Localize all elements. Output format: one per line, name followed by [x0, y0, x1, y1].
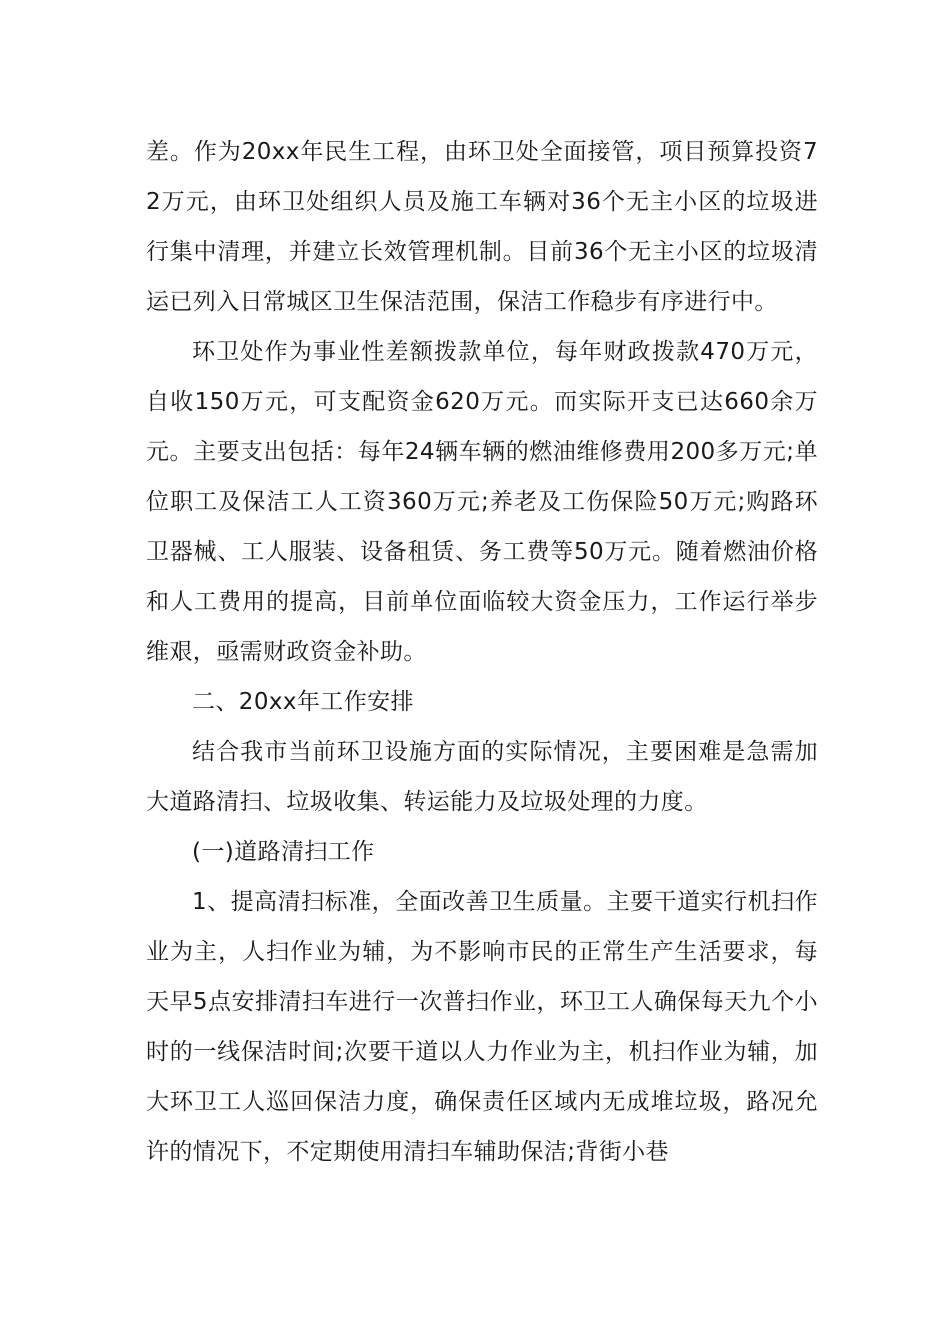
paragraph-cleaning-standards: 1、提高清扫标准，全面改善卫生质量。主要干道实行机扫作业为主，人扫作业为辅，为不影响市民的正常生产生活要求，每天早5点安排清扫车进行一次普扫作业，环卫工人确保每天九个小时的一线保洁时间;次要干道以人力作业为主，机扫作业为辅，加大环卫工人巡回保洁力度，确保责任区域内无成堆垃圾，路况允许的情况下，不定期使用清扫车辅助保洁;背街小巷 — [146, 889, 818, 1165]
paragraph-continuation: 差。作为20xx年民生工程，由环卫处全面接管，项目预算投资72万元，由环卫处组织人员及施工车辆对36个无主小区的垃圾进行集中清理，并建立长效管理机制。目前36个无主小区的垃圾清运已列入日常城区卫生保洁范围，保洁工作稳步有序进行中。 — [146, 139, 818, 315]
paragraph-funding: 环卫处作为事业性差额拨款单位，每年财政拨款470万元，自收150万元，可支配资金620万元。而实际开支已达660余万元。主要支出包括：每年24辆车辆的燃油维修费用200多万元;单位职工及保洁工人工资360万元;养老及工伤保险50万元;购路环卫器械、工人服装、设备租赁、务工费等50万元。随着燃油价格和人工费用的提高，目前单位面临较大资金压力，工作运行举步维艰，亟需财政资金补助。 — [146, 339, 818, 665]
paragraph-difficulties: 结合我市当前环卫设施方面的实际情况，主要困难是急需加大道路清扫、垃圾收集、转运能力及垃圾处理的力度。 — [146, 739, 818, 815]
document-body — [146, 127, 818, 1177]
section-heading-work-plan: 二、20xx年工作安排 — [192, 689, 414, 715]
subsection-heading-road-cleaning: (一)道路清扫工作 — [192, 839, 375, 865]
